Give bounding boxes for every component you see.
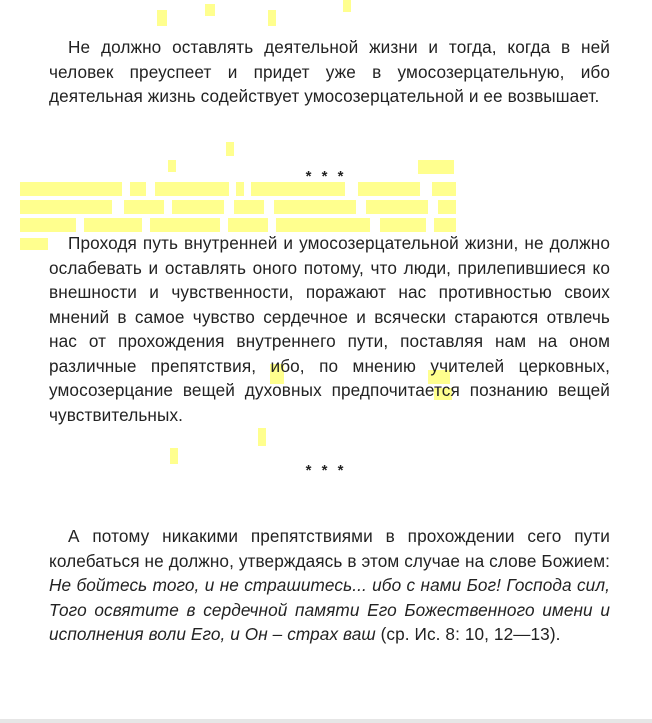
paragraph-1 — [49, 35, 610, 109]
highlight-mark — [366, 200, 428, 214]
highlight-mark — [205, 4, 215, 16]
highlight-mark — [20, 218, 76, 232]
highlight-mark — [20, 200, 112, 214]
highlight-mark — [438, 200, 456, 214]
page-bottom-edge — [0, 719, 652, 723]
highlight-mark — [268, 10, 276, 26]
highlight-mark — [276, 218, 370, 232]
highlight-mark — [157, 10, 167, 26]
scripture-quote: Не бойтесь того, и не страшитесь... ибо с нами Бог! Господа сил, Того освятите в сердечной памяти Его Божественного имени и исполнения воли Его, и Он – страх ваш — [49, 575, 610, 644]
highlight-mark — [124, 200, 164, 214]
highlight-mark — [434, 218, 456, 232]
section-separator-1: * * * — [305, 168, 347, 185]
highlight-mark — [258, 428, 266, 446]
highlight-mark — [234, 200, 264, 214]
highlight-mark — [172, 200, 224, 214]
paragraph-3 — [49, 524, 610, 647]
paragraph-3-lead: А потому никакими препятствиями в прохождении сего пути колебаться не должно, утверждаясь в этом случае на слове Божием: — [49, 526, 610, 571]
highlight-mark — [380, 218, 426, 232]
highlight-mark — [343, 0, 351, 12]
paragraph-2-text: Проходя путь внутренней и умосозерцательной жизни, не должно ослабевать и оставлять оного потому, что люди, прилепившиеся ко внешности и чувственности, поражают нас противностью своих мнений в самое чувство сердечное и всячески стараются отвлечь нас от прохождения внутреннего пути, поставляя нам на оном различные препятствия, ибо, по мнению учителей церковных, умосозерцание вещей духовных предпочитается познанию вещей чувствительных. — [49, 233, 610, 425]
paragraph-2 — [49, 231, 610, 427]
scripture-reference: (ср. Ис. 8: 10, 12—13). — [375, 624, 561, 644]
highlight-mark — [226, 142, 234, 156]
paragraph-1-text: Не должно оставлять деятельной жизни и тогда, когда в ней человек преуспеет и придет уже в умосозерцательную, ибо деятельная жизнь содействует умосозерцательной и ее возвышает. — [49, 37, 610, 106]
section-separator-2: * * * — [305, 462, 347, 479]
highlight-mark — [228, 218, 268, 232]
highlight-mark — [20, 238, 48, 250]
highlight-mark — [150, 218, 220, 232]
highlight-mark — [274, 200, 356, 214]
highlight-mark — [84, 218, 142, 232]
